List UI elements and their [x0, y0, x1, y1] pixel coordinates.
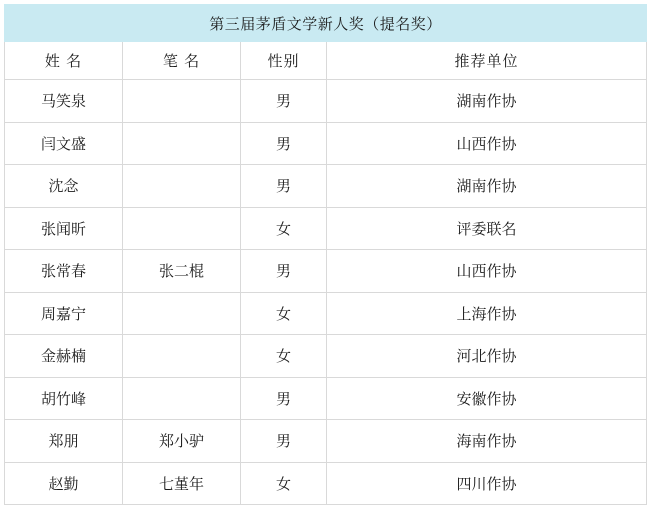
- cell-gender: 女: [241, 335, 327, 378]
- cell-name: 金赫楠: [5, 335, 123, 378]
- cell-unit: 评委联名: [327, 207, 647, 250]
- table-row: [5, 292, 647, 335]
- cell-name: 闫文盛: [5, 122, 123, 165]
- table-row: [5, 462, 647, 505]
- cell-gender: 女: [241, 292, 327, 335]
- table-row: [5, 165, 647, 208]
- cell-unit: 安徽作协: [327, 377, 647, 420]
- cell-unit: 四川作协: [327, 462, 647, 505]
- table-row: [5, 377, 647, 420]
- cell-gender: 男: [241, 122, 327, 165]
- cell-gender: 男: [241, 165, 327, 208]
- cell-pen-name: [123, 335, 241, 378]
- table-header-row: [5, 42, 647, 80]
- column-header-name: 姓 名: [5, 42, 123, 80]
- table-row: [5, 250, 647, 293]
- cell-pen-name: [123, 80, 241, 123]
- cell-name: 赵勤: [5, 462, 123, 505]
- cell-name: 张常春: [5, 250, 123, 293]
- table-row: [5, 207, 647, 250]
- cell-name: 胡竹峰: [5, 377, 123, 420]
- cell-pen-name: 郑小驴: [123, 420, 241, 463]
- cell-gender: 男: [241, 420, 327, 463]
- cell-unit: 湖南作协: [327, 165, 647, 208]
- cell-gender: 女: [241, 207, 327, 250]
- cell-pen-name: [123, 207, 241, 250]
- cell-pen-name: 七堇年: [123, 462, 241, 505]
- cell-unit: 山西作协: [327, 250, 647, 293]
- cell-name: 张闻昕: [5, 207, 123, 250]
- cell-pen-name: [123, 165, 241, 208]
- cell-name: 周嘉宁: [5, 292, 123, 335]
- cell-unit: 上海作协: [327, 292, 647, 335]
- cell-gender: 女: [241, 462, 327, 505]
- table-title-row: [5, 5, 647, 42]
- table-row: [5, 420, 647, 463]
- column-header-gender: 性别: [241, 42, 327, 80]
- cell-name: 马笑泉: [5, 80, 123, 123]
- column-header-pen-name: 笔 名: [123, 42, 241, 80]
- cell-pen-name: [123, 122, 241, 165]
- cell-gender: 男: [241, 250, 327, 293]
- cell-pen-name: [123, 377, 241, 420]
- cell-name: 沈念: [5, 165, 123, 208]
- cell-name: 郑朋: [5, 420, 123, 463]
- table-row: [5, 122, 647, 165]
- cell-pen-name: [123, 292, 241, 335]
- cell-pen-name: 张二棍: [123, 250, 241, 293]
- cell-gender: 男: [241, 377, 327, 420]
- cell-unit: 河北作协: [327, 335, 647, 378]
- table-title: 第三届茅盾文学新人奖（提名奖）: [5, 5, 647, 42]
- table-row: [5, 335, 647, 378]
- cell-gender: 男: [241, 80, 327, 123]
- column-header-unit: 推荐单位: [327, 42, 647, 80]
- cell-unit: 湖南作协: [327, 80, 647, 123]
- cell-unit: 海南作协: [327, 420, 647, 463]
- award-table: [4, 4, 647, 505]
- cell-unit: 山西作协: [327, 122, 647, 165]
- table-row: [5, 80, 647, 123]
